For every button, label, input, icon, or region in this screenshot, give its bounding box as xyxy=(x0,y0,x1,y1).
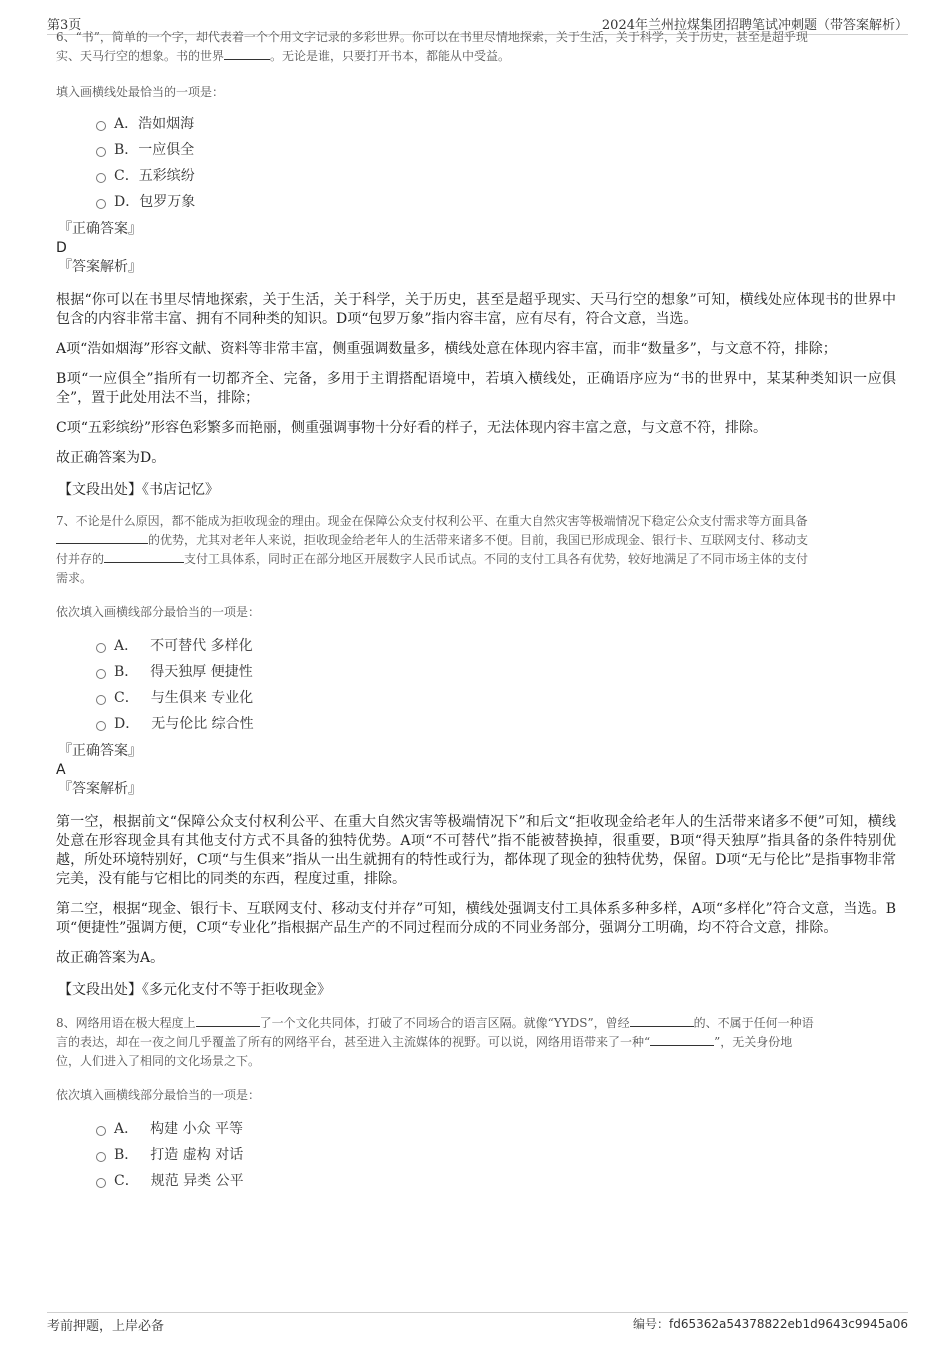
option-a[interactable]: A． 构建 小众 平等 xyxy=(56,1116,896,1142)
question-8-options xyxy=(56,1116,896,1194)
analysis-conclusion: 故正确答案为A。 xyxy=(56,950,165,966)
question-7-line-2: 的优势，尤其对老年人来说，拒收现金给老年人的生活带来诸多不便。目前，我国已形成现金、银行卡、互联网支付、移动支 xyxy=(56,531,896,550)
option-d[interactable]: D． 无与伦比 综合性 xyxy=(56,711,896,737)
correct-answer-label: 『正确答案』 xyxy=(58,743,142,759)
radio-icon[interactable] xyxy=(96,695,106,705)
option-a[interactable]: A． 不可替代 多样化 xyxy=(56,633,896,659)
analysis-label: 『答案解析』 xyxy=(58,259,142,275)
analysis-paragraph: 第二空，根据“现金、银行卡、互联网支付、移动支付并存”可知，横线处强调支付工具体系多种多样，A项“多样化”符合文意，当选。B项“便捷性”强调方便，C项“专业化”指根据产品生产的不同过程而分成的不同业务部分，强调分工明确，均不符合文意，排除。 xyxy=(56,901,896,936)
question-8 xyxy=(56,1014,896,1194)
question-7-prompt: 依次填入画横线部分最恰当的一项是： xyxy=(56,605,261,619)
analysis-paragraph: A项“浩如烟海”形容文献、资料等非常丰富，侧重强调数量多，横线处意在体现内容丰富，而非“数量多”，与文意不符，排除； xyxy=(56,341,837,357)
correct-answer: A xyxy=(56,762,66,778)
answer-blank xyxy=(56,531,148,544)
radio-icon[interactable] xyxy=(96,147,106,157)
option-c[interactable]: C． 规范 异类 公平 xyxy=(56,1168,896,1194)
radio-icon[interactable] xyxy=(96,121,106,131)
answer-blank xyxy=(650,1033,714,1046)
document-title: 2024年兰州拉煤集团招聘笔试冲刺题（带答案解析） xyxy=(601,18,908,33)
radio-icon[interactable] xyxy=(96,1126,106,1136)
question-6-line-1: 6、“书”，简单的一个字，却代表着一个个用文字记录的多彩世界。你可以在书里尽情地探索，关于生活，关于科学，关于历史，甚至是超乎现 xyxy=(56,30,808,44)
question-8-line-2: 言的表达，却在一夜之间几乎覆盖了所有的网络平台，甚至进入主流媒体的视野。可以说，网络用语带来了一种“ ”，无关身份地 xyxy=(56,1035,793,1049)
question-7-line-1: 7、不论是什么原因，都不能成为拒收现金的理由。现金在保障公众支付权利公平、在重大自然灾害等极端情况下稳定公众支付需求等方面具备 xyxy=(56,514,808,528)
footer-slogan: 考前押题，上岸必备 xyxy=(47,1319,165,1334)
question-6-options xyxy=(56,111,896,215)
analysis-paragraph: C项“五彩缤纷”形容色彩繁多而艳丽，侧重强调事物十分好看的样子，无法体现内容丰富之意，与文意不符，排除。 xyxy=(56,420,768,436)
option-b[interactable]: B． 打造 虚构 对话 xyxy=(56,1142,896,1168)
radio-icon[interactable] xyxy=(96,1178,106,1188)
page-footer xyxy=(47,1312,908,1337)
document-body xyxy=(56,30,896,1194)
answer-blank xyxy=(104,550,184,563)
page-number: 第3页 xyxy=(47,18,82,33)
question-7 xyxy=(56,512,896,999)
option-b[interactable]: B． 得天独厚 便捷性 xyxy=(56,659,896,685)
radio-icon[interactable] xyxy=(96,173,106,183)
answer-blank xyxy=(196,1014,260,1027)
question-7-line-3: 付并存的 支付工具体系，同时正在部分地区开展数字人民币试点。不同的支付工具各有优势，较好地满足了不同市场主体的支付 xyxy=(56,552,809,566)
option-c[interactable]: C．五彩缤纷 xyxy=(56,163,896,189)
analysis-paragraph: 根据“你可以在书里尽情地探索，关于生活，关于科学，关于历史，甚至是超乎现实、天马行空的想象”可知，横线处应体现书的世界中包含的内容非常丰富、拥有不同种类的知识。D项“包罗万象”指内容丰富，应有尽有，符合文意，当选。 xyxy=(56,292,896,327)
source-citation: 【文段出处】《书店记忆》 xyxy=(58,482,219,498)
answer-blank xyxy=(224,47,270,60)
option-c[interactable]: C． 与生俱来 专业化 xyxy=(56,685,896,711)
source-citation: 【文段出处】《多元化支付不等于拒收现金》 xyxy=(58,982,331,998)
option-d[interactable]: D．包罗万象 xyxy=(56,189,896,215)
answer-blank xyxy=(630,1014,694,1027)
correct-answer: D xyxy=(56,240,67,256)
question-7-line-4: 需求。 xyxy=(56,571,93,585)
radio-icon[interactable] xyxy=(96,643,106,653)
option-b[interactable]: B．一应俱全 xyxy=(56,137,896,163)
radio-icon[interactable] xyxy=(96,1152,106,1162)
analysis-paragraph: 第一空，根据前文“保障公众支付权利公平、在重大自然灾害等极端情况下”和后文“拒收现金给老年人的生活带来诸多不便”可知，横线处意在形容现金具有其他支付方式不具备的独特优势。A项“不可替代”指不能被替换掉，很重要，B项“得天独厚”指具备的条件特别优越，所处环境特别好，C项“与生俱来”指从一出生就拥有的特性或行为，都体现了现金的独特优势，保留。D项“无与伦比”是指事物非常完美，没有能与它相比的同类的东西，程度过重，排除。 xyxy=(56,814,896,887)
option-a[interactable]: A．浩如烟海 xyxy=(56,111,896,137)
radio-icon[interactable] xyxy=(96,721,106,731)
question-6 xyxy=(56,28,896,499)
question-8-line-1: 8、网络用语在极大程度上 了一个文化共同体，打破了不同场合的语言区隔。就像“YYDS”，曾经 的、不属于任何一种语 xyxy=(56,1016,814,1030)
analysis-label: 『答案解析』 xyxy=(58,781,142,797)
question-7-options xyxy=(56,633,896,737)
analysis-conclusion: 故正确答案为D。 xyxy=(56,450,166,466)
radio-icon[interactable] xyxy=(96,669,106,679)
question-8-line-3: 位，人们进入了相同的文化场景之下。 xyxy=(56,1054,261,1068)
question-8-prompt: 依次填入画横线部分最恰当的一项是： xyxy=(56,1088,261,1102)
question-6-line-2: 实、天马行空的想象。书的世界 。无论是谁，只要打开书本，都能从中受益。 xyxy=(56,49,511,63)
radio-icon[interactable] xyxy=(96,199,106,209)
question-6-prompt: 填入画横线处最恰当的一项是： xyxy=(56,85,225,99)
correct-answer-label: 『正确答案』 xyxy=(58,221,142,237)
analysis-paragraph: B项“一应俱全”指所有一切都齐全、完备，多用于主谓搭配语境中，若填入横线处，正确语序应为“书的世界中，某某种类知识一应俱全”，置于此处用法不当，排除； xyxy=(56,371,896,406)
document-code: 编号：fd65362a54378822eb1d9643c9945a06 xyxy=(632,1317,908,1331)
